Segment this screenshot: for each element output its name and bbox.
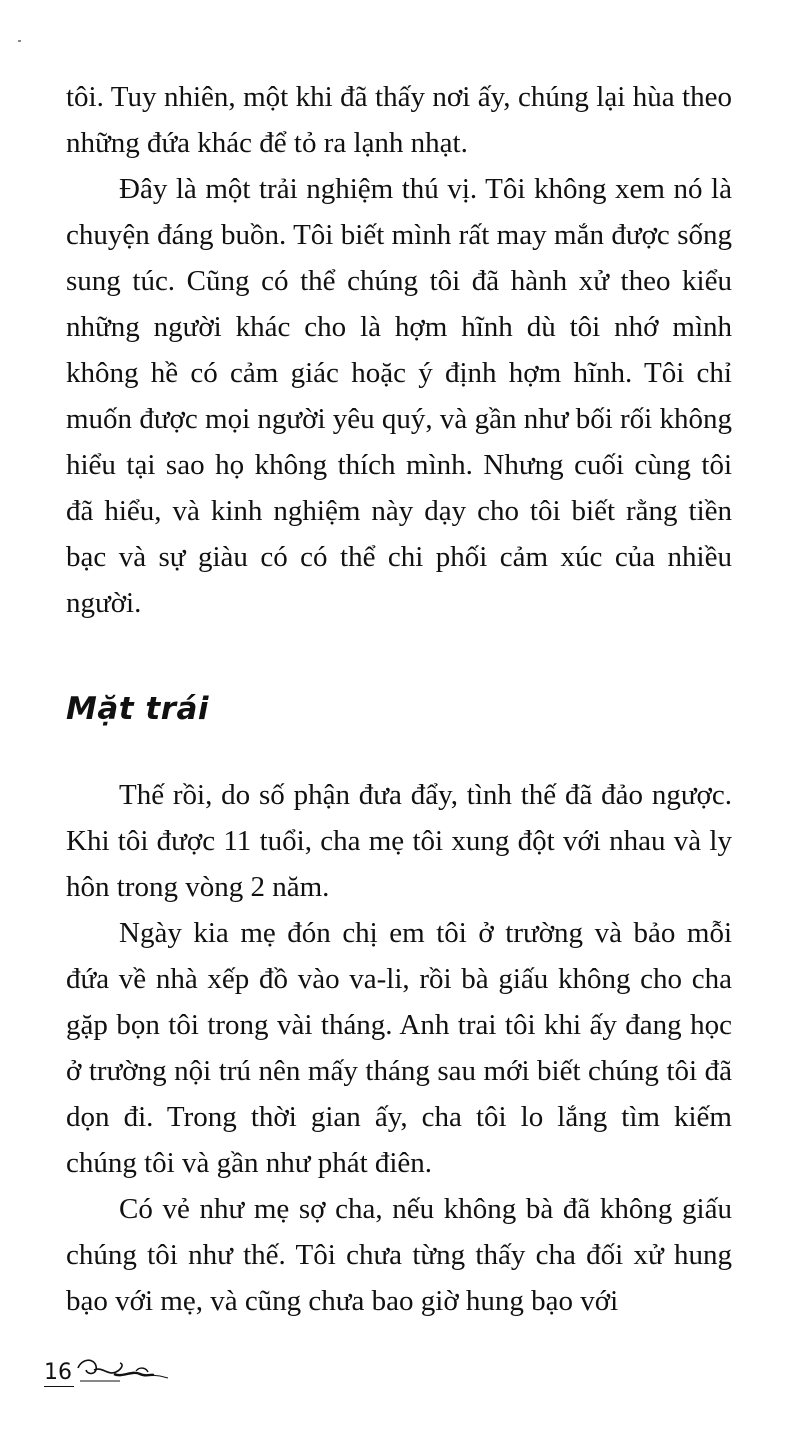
paragraph-fear: Có vẻ như mẹ sợ cha, nếu không bà đã không giấu chúng tôi như thế. Tôi chưa từng thấy cha đối xử hung bạo với mẹ, và cũng chưa bao giờ hung bạo với	[66, 1193, 732, 1317]
paragraph-fate: Thế rồi, do số phận đưa đẩy, tình thế đã đảo ngược. Khi tôi được 11 tuổi, cha mẹ tôi xung đột với nhau và ly hôn trong vòng 2 năm.	[66, 779, 732, 903]
swirl-ornament-icon	[76, 1354, 172, 1389]
scan-speck	[18, 40, 21, 42]
section-heading: Mặt trái	[66, 691, 210, 727]
page-number: 16	[44, 1360, 72, 1385]
page-body	[66, 74, 732, 1324]
paragraph-continued: tôi. Tuy nhiên, một khi đã thấy nơi ấy, chúng lại hùa theo những đứa khác để tỏ ra lạnh nhạt.	[66, 81, 732, 159]
paragraph-experience: Đây là một trải nghiệm thú vị. Tôi không xem nó là chuyện đáng buồn. Tôi biết mình rất may mắn được sống sung túc. Cũng có thể chúng tôi đã hành xử theo kiểu những người khác cho là hợm hĩnh dù tôi nhớ mình không hề có cảm giác hoặc ý định hợm hĩnh. Tôi chỉ muốn được mọi người yêu quý, và gần như bối rối không hiểu tại sao họ không thích mình. Nhưng cuối cùng tôi đã hiểu, và kinh nghiệm này dạy cho tôi biết rằng tiền bạc và sự giàu có có thể chi phối cảm xúc của nhiều người.	[66, 173, 732, 619]
page-footer	[44, 1354, 172, 1387]
paragraph-mother: Ngày kia mẹ đón chị em tôi ở trường và bảo mỗi đứa về nhà xếp đồ vào va-li, rồi bà giấu không cho cha gặp bọn tôi trong vài tháng. Anh trai tôi khi ấy đang học ở trường nội trú nên mấy tháng sau mới biết chúng tôi đã dọn đi. Trong thời gian ấy, cha tôi lo lắng tìm kiếm chúng tôi và gần như phát điên.	[66, 917, 732, 1179]
